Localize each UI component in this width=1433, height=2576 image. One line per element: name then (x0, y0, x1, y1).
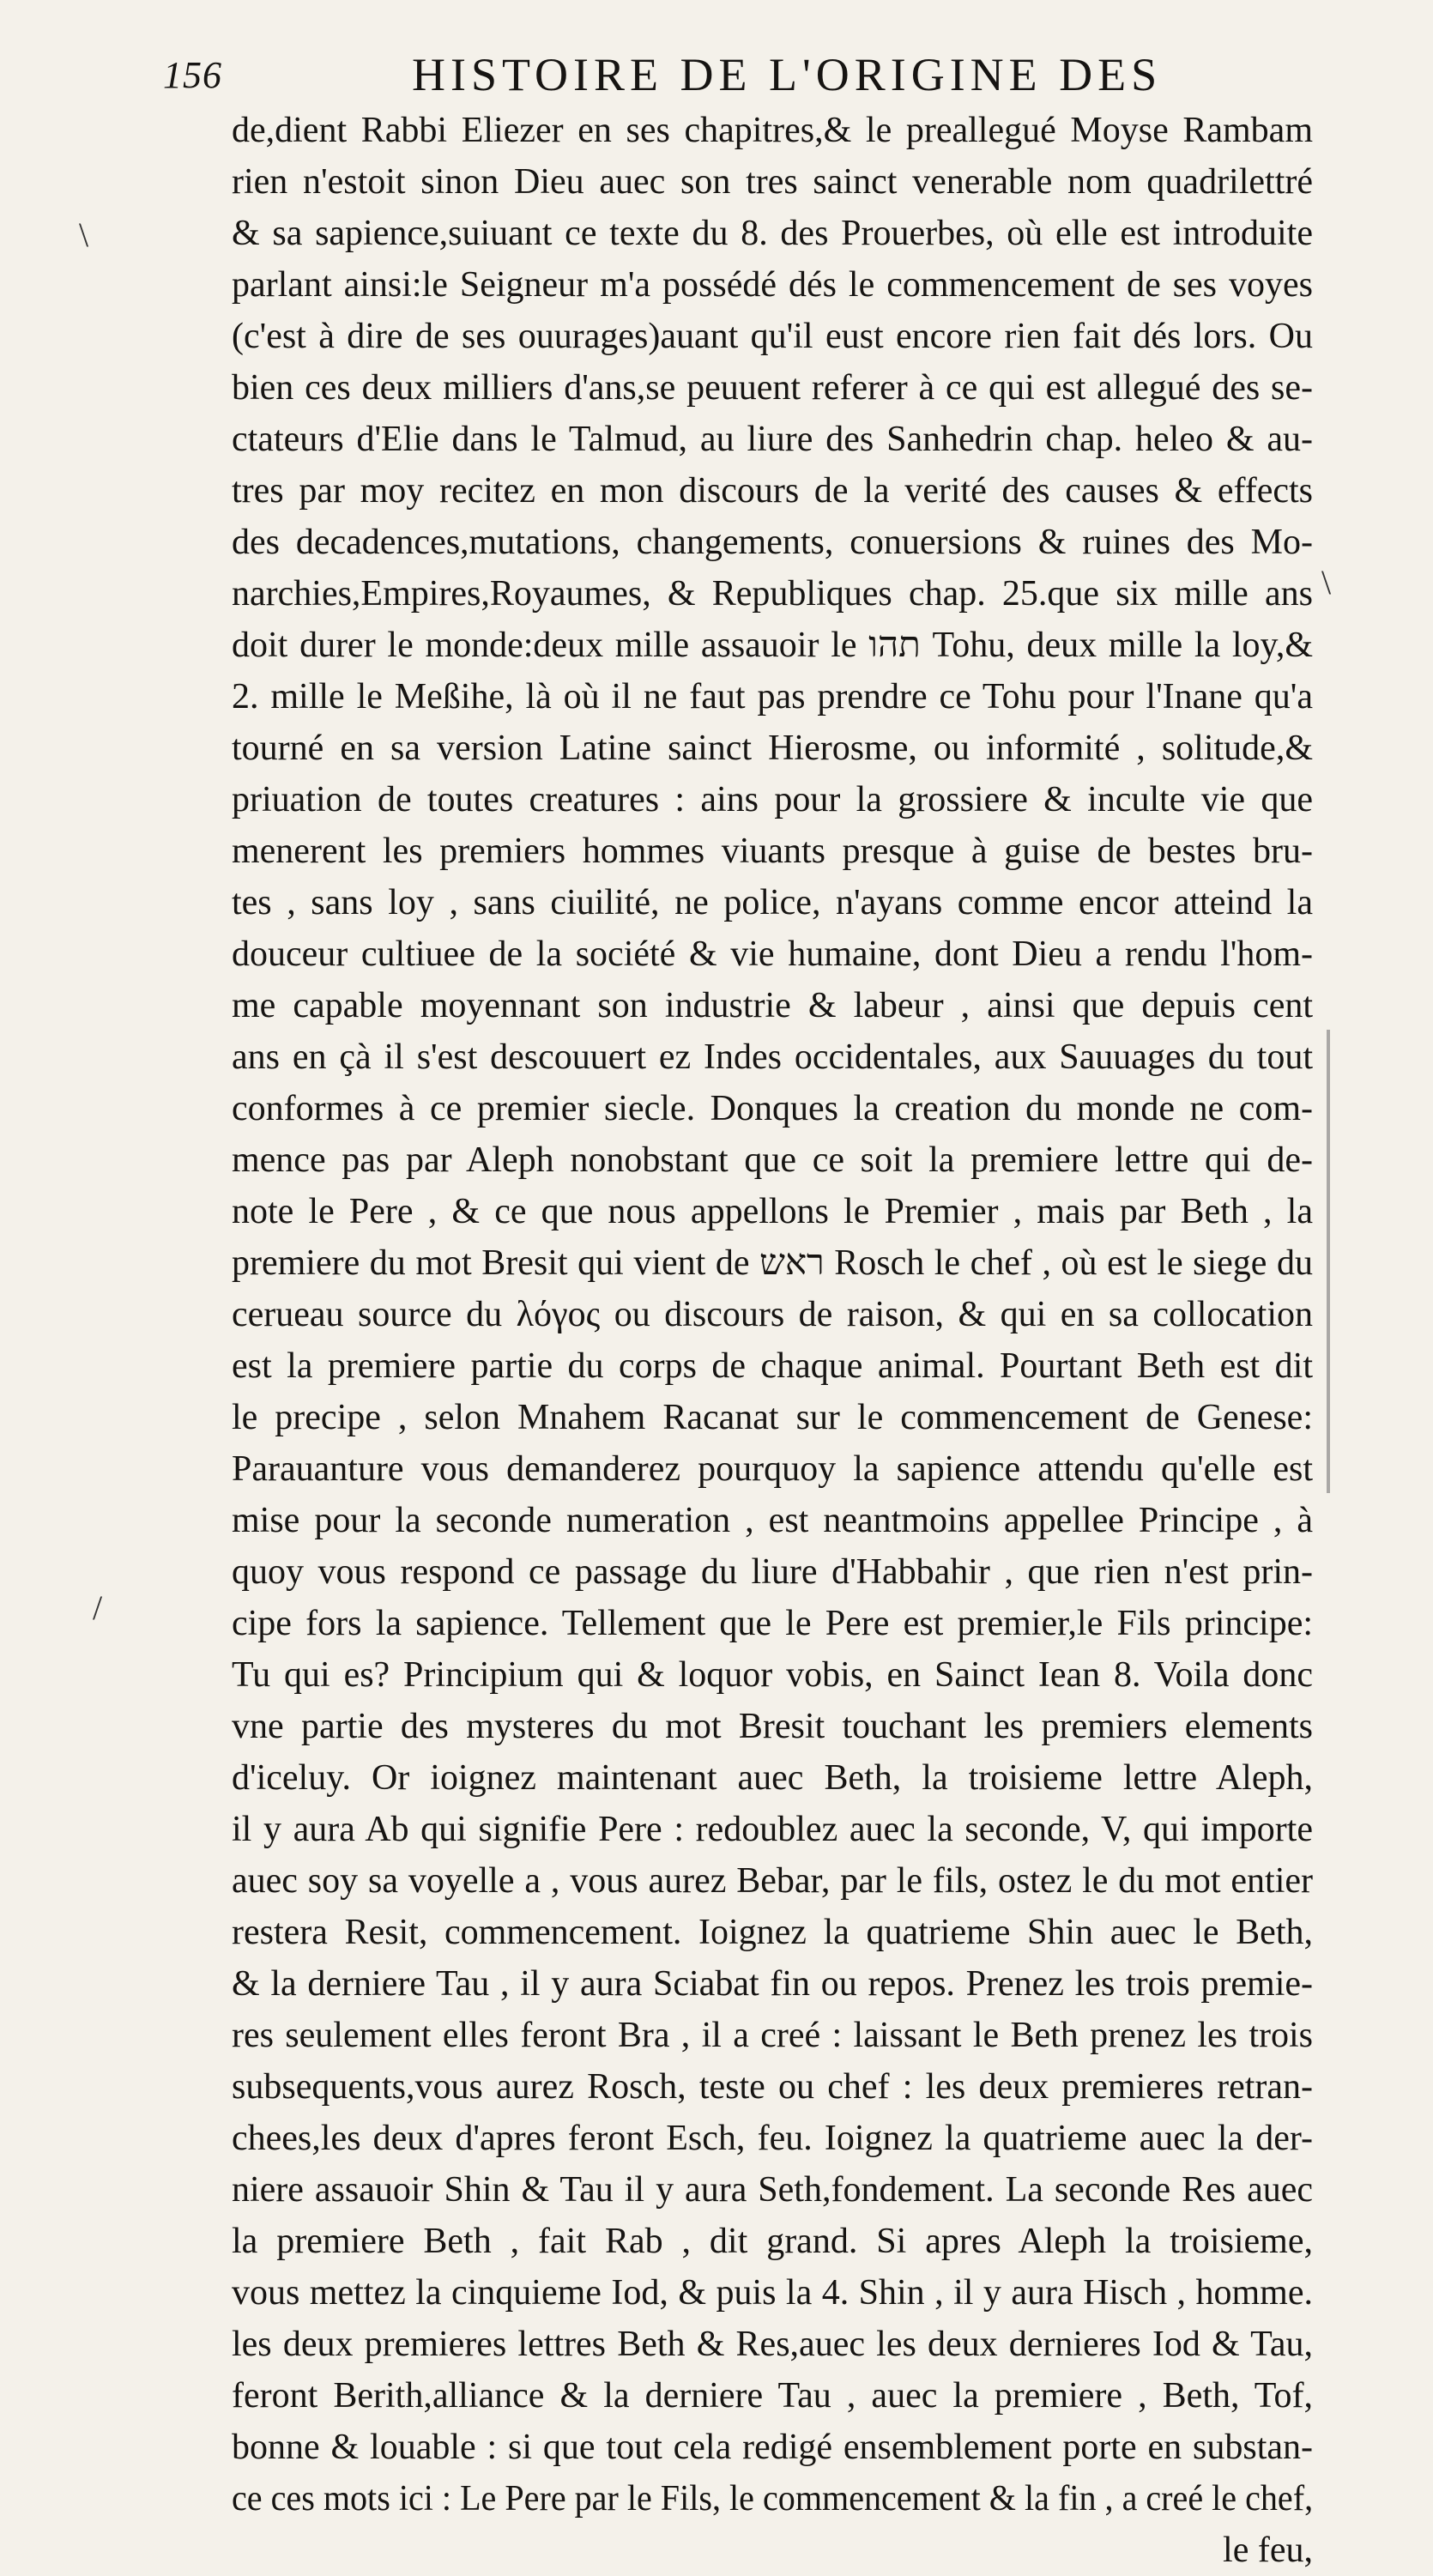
text-line: res seulement elles feront Bra , il a creé : laissant le Beth prenez les trois (232, 2016, 1313, 2055)
text-line: priuation de toutes creatures : ains pour la grossiere & inculte vie que (232, 780, 1313, 819)
text-line: les deux premieres lettres Beth & Res,auec les deux dernieres Iod & Tau, (232, 2325, 1313, 2364)
page-number: 156 (163, 54, 222, 96)
text-line: rien n'estoit sinon Dieu auec son tres sainct venerable nom quadrilettré (232, 162, 1313, 202)
text-line: vne partie des mysteres du mot Bresit touchant les premiers elements (232, 1707, 1313, 1746)
running-title: HISTOIRE DE L'ORIGINE DES (412, 49, 1163, 100)
text-line: mence pas par Aleph nonobstant que ce soit la premiere lettre qui de- (232, 1140, 1313, 1180)
text-line: bonne & louable : si que tout cela redigé ensemblement porte en substan- (232, 2428, 1313, 2467)
margin-mark: \ (79, 215, 89, 254)
text-line: ce ces mots ici : Le Pere par le Fils, le commencement & la fin , a creé le chef, (232, 2479, 1314, 2519)
text-line: & sa sapience,suiuant ce texte du 8. des Prouerbes, où elle est introduite (232, 214, 1313, 253)
text-line: feront Berith,alliance & la derniere Tau , auec la premiere , Beth, Tof, (232, 2376, 1313, 2416)
text-line: tes , sans loy , sans ciuilité, ne police, n'ayans comme encor atteind la (232, 883, 1313, 922)
text-line: ctateurs d'Elie dans le Talmud, au liure des Sanhedrin chap. heleo & au- (232, 420, 1313, 459)
text-line: de,dient Rabbi Eliezer en ses chapitres,& le preallegué Moyse Rambam (232, 111, 1313, 150)
text-line: chees,les deux d'apres feront Esch, feu. Ioignez la quatrieme auec la der- (232, 2119, 1313, 2158)
text-line: auec soy sa voyelle a , vous aurez Bebar, par le fils, ostez le du mot entier (232, 1861, 1313, 1901)
text-line: mise pour la seconde numeration , est neantmoins appellee Principe , à (232, 1501, 1313, 1540)
text-line: subsequents,vous aurez Rosch, teste ou chef : les deux premieres retran- (232, 2067, 1313, 2107)
text-line: Tu qui es? Principium qui & loquor vobis, en Sainct Iean 8. Voila donc (232, 1655, 1313, 1695)
text-line: doit durer le monde:deux mille assauoir le תהו Tohu, deux mille la loy,& (232, 626, 1314, 665)
text-line: Parauanture vous demanderez pourquoy la sapience attendu qu'elle est (232, 1449, 1313, 1489)
text-line: me capable moyennant son industrie & labeur , ainsi que depuis cent (232, 986, 1313, 1025)
text-line: cerueau source du λόγος ou discours de raison, & qui en sa collocation (232, 1295, 1313, 1334)
text-line: tres par moy recitez en mon discours de la verité des causes & effects (232, 471, 1313, 511)
text-line: la premiere Beth , fait Rab , dit grand. Si apres Aleph la troisieme, (232, 2222, 1313, 2261)
text-line: ans en çà il s'est descouuert ez Indes occidentales, aux Sauuages du tout (232, 1037, 1313, 1077)
text-line: narchies,Empires,Royaumes, & Republiques chap. 25.que six mille ans (232, 574, 1313, 614)
text-line: cipe fors la sapience. Tellement que le Pere est premier,le Fils principe: (232, 1604, 1313, 1643)
text-line: premiere du mot Bresit qui vient de ראש Rosch le chef , où est le siege du (232, 1243, 1313, 1283)
text-line: quoy vous respond ce passage du liure d'Habbahir , que rien n'est prin- (232, 1552, 1313, 1592)
text-line: tourné en sa version Latine sainct Hierosme, ou informité , solitude,& (232, 729, 1313, 768)
text-line: vous mettez la cinquieme Iod, & puis la 4. Shin , il y aura Hisch , homme. (232, 2273, 1313, 2313)
text-line: niere assauoir Shin & Tau il y aura Seth,fondement. La seconde Res auec (232, 2170, 1313, 2210)
text-line: parlant ainsi:le Seigneur m'a possédé dés le commencement de ses voyes (232, 265, 1313, 305)
text-line: douceur cultiuee de la société & vie humaine, dont Dieu a rendu l'hom- (232, 934, 1313, 974)
text-line: des decadences,mutations, changements, conuersions & ruines des Mo- (232, 523, 1313, 562)
body-text (232, 105, 1313, 2576)
page-edge-shadow (1327, 1030, 1330, 1493)
text-line: restera Resit, commencement. Ioignez la quatrieme Shin auec le Beth, (232, 1913, 1313, 1952)
text-line: est la premiere partie du corps de chaque animal. Pourtant Beth est dit (232, 1346, 1313, 1386)
text-line: & la derniere Tau , il y aura Sciabat fin ou repos. Prenez les trois premie- (232, 1964, 1313, 2004)
text-line: il y aura Ab qui signifie Pere : redoublez auec la seconde, V, qui importe (232, 1810, 1313, 1849)
text-line: conformes à ce premier siecle. Donques la creation du monde ne com- (232, 1089, 1313, 1128)
text-line: le precipe , selon Mnahem Racanat sur le commencement de Genese: (232, 1398, 1313, 1437)
page-header (163, 48, 1347, 100)
text-line: bien ces deux milliers d'ans,se peuuent referer à ce qui est allegué des se- (232, 368, 1313, 408)
margin-mark: \ (1321, 563, 1332, 602)
text-line: (c'est à dire de ses ouurages)auant qu'il eust encore rien fait dés lors. Ou (232, 317, 1313, 356)
text-line: d'iceluy. Or ioignez maintenant auec Beth, la troisieme lettre Aleph, (232, 1758, 1313, 1798)
text-line: menerent les premiers hommes viuants presque à guise de bestes bru- (232, 831, 1313, 871)
text-line: 2. mille le Meßihe, là où il ne faut pas prendre ce Tohu pour l'Inane qu'a (232, 677, 1313, 717)
text-line: le feu, (1223, 2531, 1313, 2570)
text-line: note le Pere , & ce que nous appellons le Premier , mais par Beth , la (232, 1192, 1313, 1231)
margin-mark: / (93, 1588, 103, 1627)
